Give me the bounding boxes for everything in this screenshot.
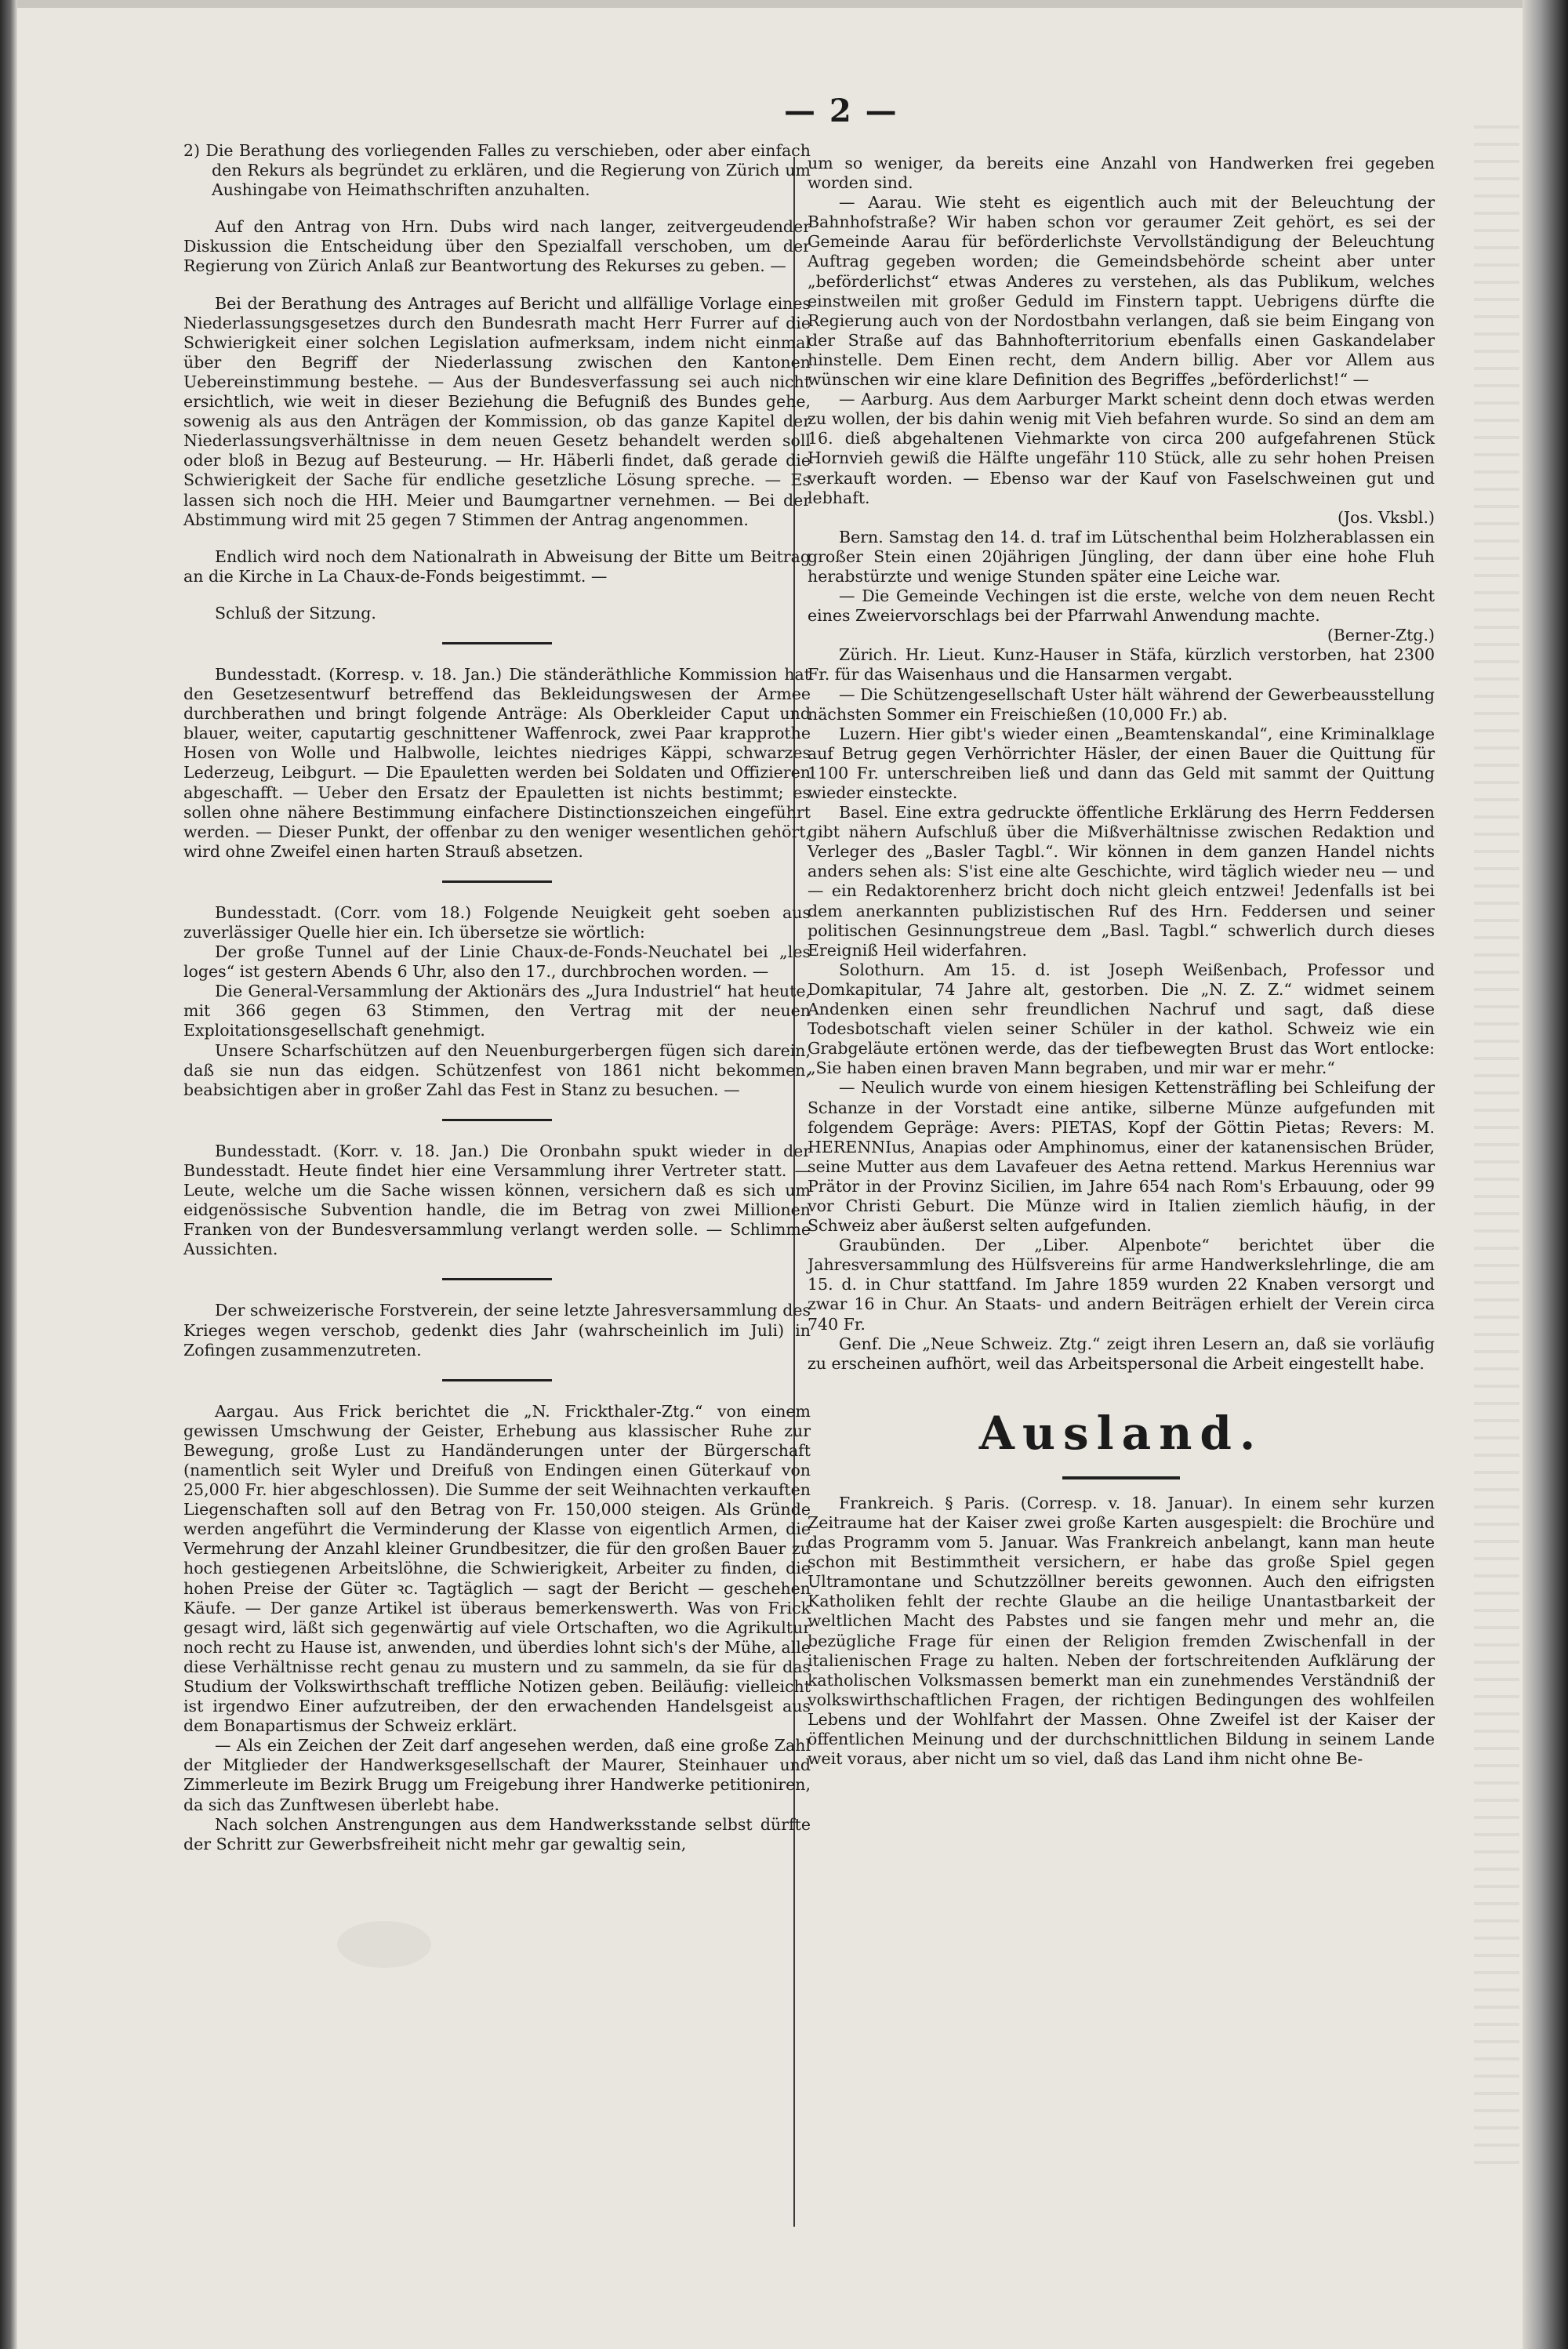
article-paragraph: — Als ein Zeichen der Zeit darf angesehen werden, daß eine große Zahl der Mitglieder der Handwerksgesellschaft der Maurer, Steinhauer und Zimmerleute im Bezirk Brugg um Freigebung ihrer Handwerke petitioniren, da sich das Zunftwesen überlebt habe. — [183, 1736, 811, 1814]
article-paragraph: Unsere Scharfschützen auf den Neuenburgerbergen fügen sich darein, daß sie nun das eidgen. Schützenfest von 1861 nicht bekommen, beabsichtigen aber in großer Zahl das Fest in Stanz zu besuchen. — — [183, 1040, 811, 1099]
article-paragraph: Genf. Die „Neue Schweiz. Ztg.“ zeigt ihren Lesern an, daß sie vorläufig zu erscheinen aufhört, weil das Arbeitspersonal die Arbeit eingestellt habe. — [808, 1334, 1435, 1373]
article-paragraph: Bundesstadt. (Corr. vom 18.) Folgende Neuigkeit geht soeben aus zuverlässiger Quelle hier ein. Ich übersetze sie wörtlich: — [183, 902, 811, 942]
section-rule — [442, 642, 552, 644]
article-paragraph: Schluß der Sitzung. — [215, 603, 376, 623]
article-paragraph: Auf den Antrag von Hrn. Dubs wird nach langer, zeitvergeudender Diskussion die Entscheidung über den Spezialfall verschoben, um der Regierung von Zürich Anlaß zur Beantwortung des Rekurses zu geben. — — [183, 217, 811, 276]
section-rule — [442, 1379, 552, 1381]
source-attribution: (Berner-Ztg.) — [1327, 626, 1435, 645]
article-paragraph: — Die Schützengesellschaft Uster hält während der Gewerbeausstellung nächsten Sommer ein Freischießen (10,000 Fr.) ab. — [808, 684, 1435, 724]
article-paragraph: Endlich wird noch dem Nationalrath in Abweisung der Bitte um Beitrag an die Kirche in La Chaux-de-Fonds beigestimmt. — — [183, 546, 811, 586]
scan-left-edge — [0, 0, 17, 2349]
article-paragraph: Graubünden. Der „Liber. Alpenbote“ berichtet über die Jahresversammlung des Hülfsvereins für arme Handwerkslehrlinge, die am 15. d. in Chur stattfand. Im Jahre 1859 wurden 22 Knaben versorgt und zwar 16 in Chur. An Staats- und andern Beiträgen erhielt der Verein circa 740 Fr. — [808, 1236, 1435, 1334]
article-paragraph: Der schweizerische Forstverein, der seine letzte Jahresversammlung des Krieges wegen verschob, gedenkt dies Jahr (wahrscheinlich im Juli) in Zofingen zusammenzutreten. — [183, 1301, 811, 1360]
article-paragraph: Bei der Berathung des Antrages auf Bericht und allfällige Vorlage eines Niederlassungsgesetzes durch den Bundesrath macht Herr Furrer auf die Schwierigkeit einer solchen Legislation aufmerksam, indem nicht einmal über den Begriff der Niederlassung zwischen den Kantonen Uebereinstimmung bestehe. — Aus der Bundesverfassung sei auch nicht ersichtlich, wie weit in dieser Beziehung die Befugniß des Bundes gehe, sowenig als aus den Anträgen der Kommission, ob das ganze Kapitel der Niederlassungsverhältnisse in dem neuen Gesetz behandelt werden soll oder bloß in Bezug auf Besteurung. — Hr. Häberli findet, daß gerade die Schwierigkeit der Sache für endliche gesetzliche Lösung spreche. — Es lassen sich noch die HH. Meier und Baumgartner vernehmen. — Bei der Abstimmung wird mit 25 gegen 7 Stimmen der Antrag angenommen. — [183, 293, 811, 529]
article-paragraph: Der große Tunnel auf der Linie Chaux-de-Fonds-Neuchatel bei „les loges“ ist gestern Abends 6 Uhr, also den 17., durchbrochen worden. — — [183, 942, 811, 982]
scan-right-edge — [1523, 0, 1568, 2349]
article-paragraph: Basel. Eine extra gedruckte öffentliche Erklärung des Herrn Feddersen gibt nähern Aufschluß über die Mißverhältnisse zwischen Redaktion und Verleger des „Basler Tagbl.“. Wir können in dem ganzen Handel nichts anders sehen als: S'ist eine alte Geschichte, wird täglich wieder neu — und — ein Redaktorenherz bricht doch nicht gleich entzwei! Jedenfalls ist bei dem anerkannten publizistischen Ruf des Hrn. Feddersen und seiner politischen Gesinnungstreue dem „Basl. Tagbl.“ schwerlich durch dieses Ereigniß Heil widerfahren. — [808, 803, 1435, 960]
section-rule — [442, 1278, 552, 1280]
section-heading-ausland: Ausland. — [978, 1406, 1264, 1460]
source-attribution: (Jos. Vksbl.) — [1337, 507, 1435, 527]
article-paragraph: — Neulich wurde von einem hiesigen Kettensträfling bei Schleifung der Schanze in der Vorstadt eine antike, silberne Münze aufgefunden mit folgendem Gepräge: Avers: PIETAS, Kopf der Göttin Pietas; Revers: M. HERENNIus, Anapias oder Amphinomus, einer der katanensischen Brüder, seine Mutter aus dem Lavafeuer des Aetna rettend. Markus Herennius war Prätor in der Provinz Sicilien, im Jahre 654 nach Rom's Erbauung, oder 99 vor Christi Geburt. Die Münze wird in Italien ziemlich häufig, in der Schweiz aber äußerst selten aufgefunden. — [808, 1078, 1435, 1236]
article-paragraph: Luzern. Hier gibt's wieder einen „Beamtenskandal“, eine Kriminalklage auf Betrug gegen Verhörrichter Häsler, der einen Bauer die Quittung für 1100 Fr. unterschreiben ließ und dann das Geld mit sammt der Quittung wieder einsteckte. — [808, 724, 1435, 802]
article-paragraph: Nach solchen Anstrengungen aus dem Handwerksstande selbst dürfte der Schritt zur Gewerbsfreiheit nicht mehr gar gewaltig sein, — [183, 1814, 811, 1853]
article-paragraph: Solothurn. Am 15. d. ist Joseph Weißenbach, Professor und Domkapitular, 74 Jahre alt, gestorben. Die „N. Z. Z.“ widmet seinem Andenken einen sehr freundlichen Nachruf und sagt, daß diese Todesbotschaft vielen seiner Schüler in der kathol. Schweiz wie ein Grabgeläute ertönen werde, das der tiefbewegten Brust das Wort entlocke: „Sie haben einen braven Mann begraben, und mir war er mehr.“ — [808, 960, 1435, 1078]
page-number: — 2 — — [784, 93, 898, 129]
bleed-through-texture — [1474, 125, 1519, 2164]
article-paragraph: 2) Die Berathung des vorliegenden Falles zu verschieben, oder aber einfach den Rekurs als begründet zu erklären, und die Regierung von Zürich um Aushingabe von Heimathschriften anzuhalten. — [183, 141, 811, 200]
article-paragraph: um so weniger, da bereits eine Anzahl von Handwerken frei gegeben worden sind. — [808, 154, 1435, 193]
article-paragraph: Zürich. Hr. Lieut. Kunz-Hauser in Stäfa, kürzlich verstorben, hat 2300 Fr. für das Waisenhaus und die Hansarmen vergabt. — [808, 645, 1435, 684]
article-paragraph: — Aarburg. Aus dem Aarburger Markt scheint denn doch etwas werden zu wollen, der bis dahin wenig mit Vieh befahren wurde. So sind an dem am 16. dieß abgehaltenen Viehmarkte von circa 200 aufgefahrenen Stück Hornvieh gewiß die Hälfte ungefähr 110 Stück, alle zu sehr hohen Preisen verkauft worden. — Ebenso war der Kauf von Faselschweinen gut und lebhaft. — [808, 390, 1435, 507]
article-paragraph: Bundesstadt. (Korr. v. 18. Jan.) Die Oronbahn spukt wieder in der Bundesstadt. Heute findet hier eine Versammlung ihrer Vertreter statt. — Leute, welche um die Sache wissen können, versichern daß es sich um eidgenössische Subvention handle, die im Betrag von zwei Millionen Franken von der Bundesversammlung verlangt werden solle. — Schlimme Aussichten. — [183, 1141, 811, 1259]
article-paragraph: — Die Gemeinde Vechingen ist die erste, welche von dem neuen Recht eines Zweiervorschlags bei der Pfarrwahl Anwendung machte. — [808, 586, 1435, 626]
section-rule — [442, 880, 552, 883]
paper-stain — [337, 1921, 431, 1968]
heading-rule — [1062, 1476, 1180, 1479]
article-paragraph: Bundesstadt. (Korresp. v. 18. Jan.) Die ständeräthliche Kommission hat den Gesetzesentwurf betreffend das Bekleidungswesen der Armee durchberathen und bringt folgende Anträge: Als Oberkleider Caput und blauer, weiter, caputartig geschnittener Waffenrock, zwei Paar krapprothe Hosen von Wolle und Halbwolle, leichtes niedriges Käppi, schwarzes Lederzeug, Leibgurt. — Die Epauletten werden bei Soldaten und Offizieren abgeschafft. — Ueber den Ersatz der Epauletten ist nichts bestimmt; es sollen ohne nähere Bestimmung einfachere Distinctionszeichen eingeführt werden. — Dieser Punkt, der offenbar zu den weniger wesentlichen gehört, wird ohne Zweifel einen harten Strauß absetzen. — [183, 664, 811, 861]
article-paragraph: Die General-Versammlung der Aktionärs des „Jura Industriel“ hat heute, mit 366 gegen 63 Stimmen, den Vertrag mit der neuen Exploitationsgesellschaft genehmigt. — [183, 982, 811, 1040]
article-paragraph: Aargau. Aus Frick berichtet die „N. Frickthaler-Ztg.“ von einem gewissen Umschwung der Geister, Erhebung aus klassischer Ruhe zur Bewegung, große Lust zu Handänderungen unter der Bürgerschaft (namentlich seit Wyler und Dreifuß von Endingen einen Güterkauf von 25,000 Fr. hier abgeschlossen). Die Summe der seit Weihnachten verkauften Liegenschaften soll auf den Betrag von Fr. 150,000 steigen. Als Gründe werden angeführt die Verminderung der Klasse von eigentlich Armen, die Vermehrung der Anzahl kleiner Grundbesitzer, die für den großen Bauer zu hoch gestiegenen Arbeitslöhne, die Schwierigkeit, Arbeiter zu finden, die hohen Preise der Güter ꝛc. Tagtäglich — sagt der Bericht — geschehen Käufe. — Der ganze Artikel ist überaus bemerkenswerth. Was von Frick gesagt wird, läßt sich gegenwärtig auf viele Ortschaften, wo die Agrikultur noch recht zu Hause ist, anwenden, und überdies lohnt sich's der Mühe, alle diese Verhältnisse recht genau zu mustern und zu sammeln, da sie für das Studium der Volkswirthschaft treffliche Notizen geben. Beiläufig: vielleicht ist irgendwo Einer aufzutreiben, der den erwachenden Handelsgeist aus dem Bonapartismus der Schweiz erklärt. — [183, 1401, 811, 1736]
section-rule — [442, 1119, 552, 1121]
article-paragraph: Frankreich. § Paris. (Corresp. v. 18. Januar). In einem sehr kurzen Zeitraume hat der Kaiser zwei große Karten ausgespielt: die Brochüre und das Programm vom 5. Januar. Was Frankreich anbelangt, kann man heute schon mit Bestimmtheit versichern, er habe das große Spiel gegen Ultramontane und Schutzzöllner bereits gewonnen. Auch den eifrigsten Katholiken fehlt der rechte Glaube an die heilige Unantastbarkeit der weltlichen Macht des Pabstes und sie fangen mehr und mehr an, die bezügliche Frage für einen der Religion fremden Zwischenfall in der italienischen Frage zu halten. Neben der fortschreitenden Aufklärung der katholischen Volksmassen bemerkt man ein zunehmendes Verständniß der volkswirthschaftlichen Fragen, der richtigen Bedingungen des wohlfeilen Lebens und der Wohlfahrt der Massen. Ohne Zweifel ist der Kaiser der öffentlichen Meinung und der durchschnittlichen Bildung in seinem Lande weit voraus, aber nicht um so viel, daß das Land ihm nicht ohne Be- — [808, 1493, 1435, 1769]
left-column — [183, 141, 811, 1854]
article-paragraph: — Aarau. Wie steht es eigentlich auch mit der Beleuchtung der Bahnhofstraße? Wir haben schon vor geraumer Zeit gehört, es sei der Gemeinde Aarau für beförderlichste Vervollständigung der Beleuchtung Auftrag gegeben worden; die Gemeindsbehörde scheint aber unter „beförderlichst“ etwas Anderes zu verstehen, als das Publikum, welches einstweilen mit großer Geduld im Finstern tappt. Uebrigens dürfte die Regierung auch von der Nordostbahn verlangen, daß sie beim Eingang von der Straße auf das Bahnhofterritorium ebenfalls einen Gaskandelaber hinstelle. Dem Einen recht, dem Andern billig. Aber vor Allem aus wünschen wir eine klare Definition des Begriffes „beförderlichst!“ — — [808, 193, 1435, 390]
scan-top-edge — [0, 0, 1568, 8]
article-paragraph: Bern. Samstag den 14. d. traf im Lütschenthal beim Holzherablassen ein großer Stein einen 20jährigen Jüngling, der dann über eine hohe Fluh herabstürzte und wenige Stunden später eine Leiche war. — [808, 527, 1435, 586]
right-column — [808, 154, 1435, 1769]
